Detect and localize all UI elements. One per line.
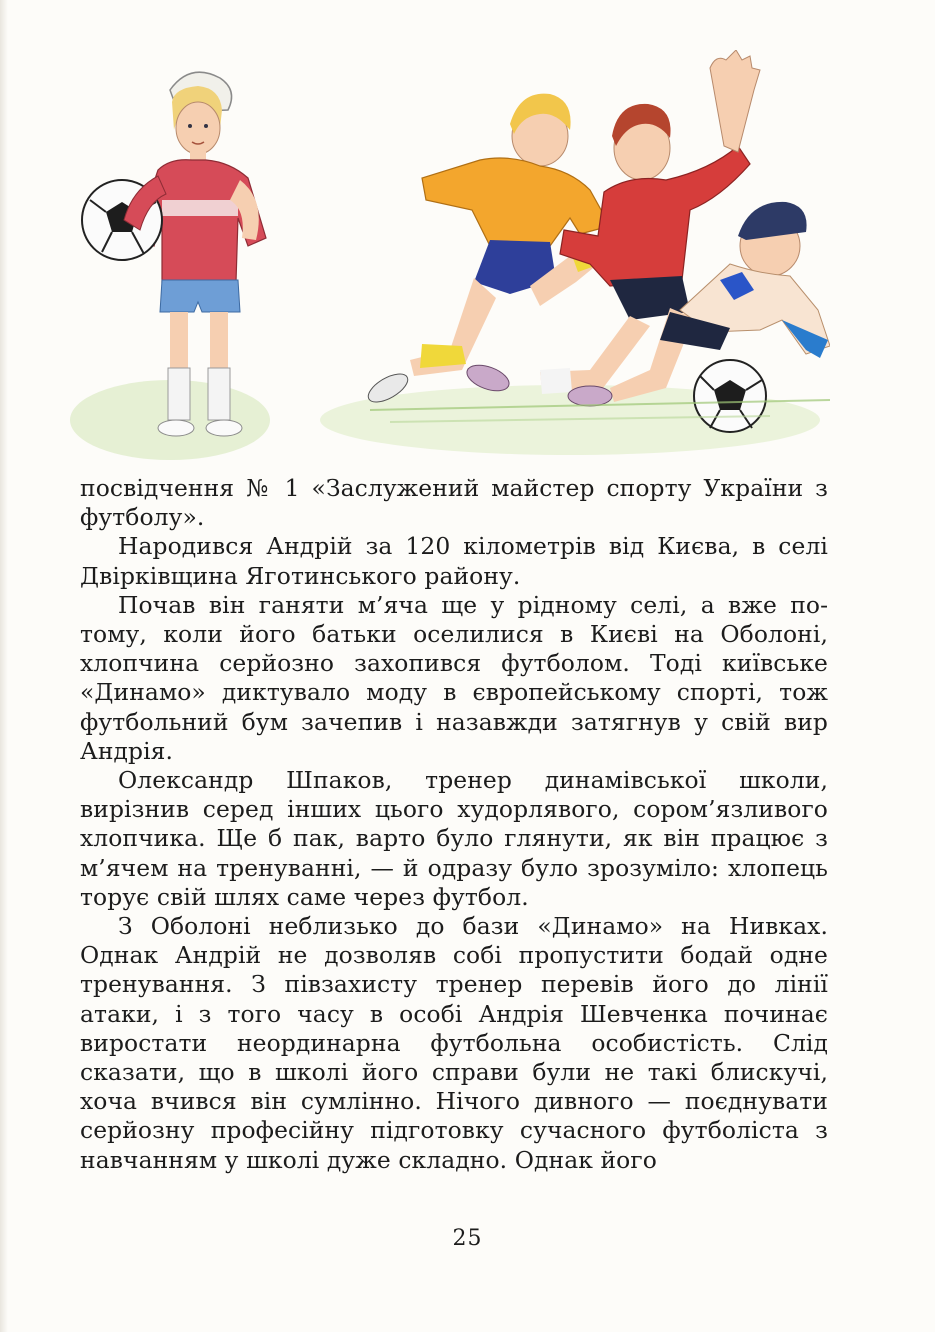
paragraph-4: Олександр Шпаков, тренер динамівської школи, вирізнив серед інших цього худорлявого, сором’язливого хлопчика. Ще б пак, варто було глянути, як він працює з м’ячем на тренуванні, — й одразу було зрозуміло: хлопець торує свій шлях саме через футбол. <box>80 766 828 911</box>
paragraph-2: Народився Андрій за 120 кілометрів від Києва, в селі Двірківщина Яготинського району. <box>80 532 828 590</box>
page-edge-shadow <box>0 0 8 1332</box>
standing-boy-figure <box>82 72 266 436</box>
page-number: 25 <box>452 1226 483 1251</box>
tackling-players-figure <box>364 50 830 432</box>
paragraph-5: З Оболоні неблизько до бази «Динамо» на Нивках. Однак Андрій не дозволяв собі пропустити бодай одне тренування. З півзахисту тренер перевів його до лінії атаки, і з того часу в особі Андрія Шевченка починає виростати неординарна футбольна особистість. Слід сказати, що в школі його справи були не такі блискучі, хоча вчився він сумлінно. Нічого дивного — поєднувати серйозну професійну підготовку сучасного футболіста з навчанням у школі дуже складно. Однак його <box>80 912 828 1174</box>
paragraph-3: Почав він ганяти м’яча ще у рідному селі, а вже потому, коли його батьки оселилися в Києві на Оболоні, хлопчина серйозно захопився футболом. Тоді київське «Динамо» диктувало моду в європейському спорті, тож футбольний бум зачепив і назавжди затягнув у свій вир Андрія. <box>80 590 828 765</box>
article-body <box>80 474 828 1175</box>
football-players-illustration-icon <box>70 50 830 460</box>
paragraph-1: посвідчення № 1 «Заслужений майстер спорту України з футболу». <box>80 474 828 532</box>
